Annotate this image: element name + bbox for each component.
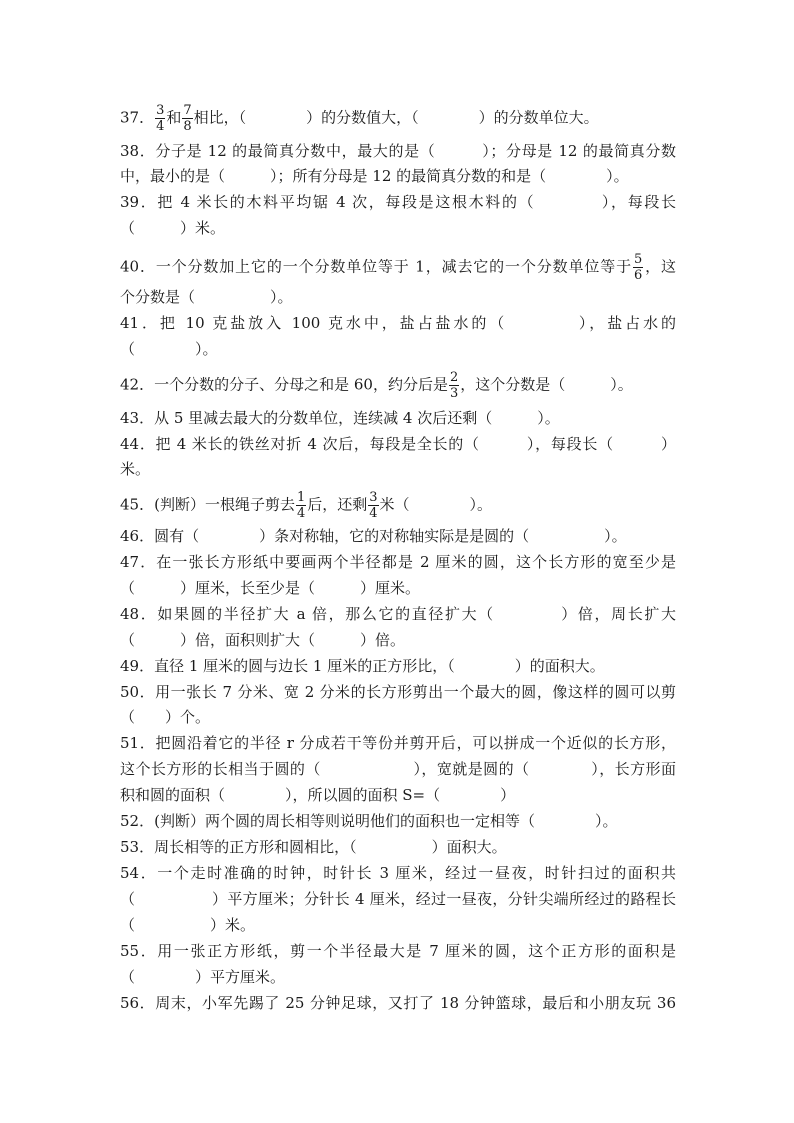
question-text: 47．在一张长方形纸中要画两个半径都是 2 厘米的圆，这个长方形的宽至少是 [120, 553, 676, 571]
question-text: 45．(判断）一根绳子剪去 [120, 495, 295, 514]
question-text: 54．一个走时准确的时钟，时针长 3 厘米，经过一昼夜，时针扫过的面积共 [120, 864, 676, 882]
question-text: ，这个分数是（ ）。 [460, 375, 633, 394]
question-text: 44．把 4 米长的铁丝对折 4 次后，每段是全长的（ ），每段长（ ） [120, 435, 676, 453]
q51b [120, 759, 676, 779]
q48a [120, 604, 676, 624]
question-text: 和 [166, 108, 182, 127]
question-text: 38．分子是 12 的最简真分数中，最大的是（ ）；分母是 12 的最简真分数 [120, 142, 676, 160]
question-text: 50．用一张长 7 分米、宽 2 分米的长方形剪出一个最大的圆，像这样的圆可以剪 [120, 683, 676, 701]
q39a [120, 192, 676, 212]
question-text: 这个长方形的长相当于圆的（ ），宽就是圆的（ ），长方形面 [120, 760, 676, 778]
q40b [120, 287, 293, 307]
question-text: （ ）平方厘米；分针长 4 厘米，经过一昼夜，分针尖端所经过的路程长 [120, 890, 676, 908]
question-text: 后，还剩 [307, 495, 368, 514]
q48b [120, 630, 405, 650]
question-text: （ ）个。 [120, 708, 211, 726]
fraction [449, 371, 459, 400]
q40a [120, 253, 676, 282]
question-text: （ ）厘米，长至少是（ ）厘米。 [120, 579, 421, 597]
question-text: ，这 [644, 257, 676, 276]
question-text: 52．(判断）两个圆的周长相等则说明他们的面积也一定相等（ ）。 [120, 812, 618, 830]
q53 [120, 837, 507, 857]
question-text: 56．周末，小军先踢了 25 分钟足球，又打了 18 分钟篮球，最后和小朋友玩 36 [120, 994, 676, 1012]
q46 [120, 526, 627, 546]
fraction-numerator: 2 [449, 370, 459, 385]
question-text: （ ）。 [120, 340, 218, 358]
question-text: （ ）米。 [120, 916, 256, 934]
q50a [120, 682, 676, 702]
question-text: 个分数是（ ）。 [120, 288, 293, 306]
question-text: 46．圆有（ ）条对称轴，它的对称轴实际是是圆的（ ）。 [120, 527, 627, 545]
question-text: （ ）米。 [120, 219, 226, 237]
q41a [120, 313, 676, 333]
question-text: 42．一个分数的分子、分母之和是 60，约分后是 [120, 375, 448, 394]
q51a [120, 733, 676, 753]
question-text: 48．如果圆的半径扩大 a 倍，那么它的直径扩大（ ）倍，周长扩大 [120, 605, 676, 623]
fraction-denominator: 4 [156, 119, 165, 134]
fraction [182, 104, 192, 133]
q45 [120, 491, 492, 520]
fraction-denominator: 3 [449, 386, 459, 401]
fraction-denominator: 4 [369, 506, 378, 521]
question-text: 51．把圆沿着它的半径 r 分成若干等份并剪开后，可以拼成一个近似的长方形， [120, 734, 676, 752]
fraction-numerator: 5 [633, 252, 643, 267]
question-text: 米（ ）。 [379, 495, 493, 514]
question-text: 40．一个分数加上它的一个分数单位等于 1，减去它的一个分数单位等于 [120, 257, 632, 276]
fraction-denominator: 4 [296, 506, 306, 521]
q54b [120, 889, 676, 909]
q49 [120, 656, 605, 676]
question-text: 相比，（ ）的分数值大，（ ）的分数单位大。 [193, 108, 599, 127]
q38a [120, 141, 676, 161]
question-text: 43．从 5 里减去最大的分数单位，连续减 4 次后还剩（ ）。 [120, 409, 560, 427]
q54c [120, 915, 255, 935]
question-text: 积和圆的面积（ ），所以圆的面积 S=（ ） [120, 786, 516, 804]
q44a [120, 434, 676, 454]
q47a [120, 552, 676, 572]
q41b [120, 339, 218, 359]
q50b [120, 707, 210, 727]
fraction-numerator: 3 [156, 103, 165, 118]
question-text: 53．周长相等的正方形和圆相比，（ ）面积大。 [120, 838, 507, 856]
q55b [120, 967, 285, 987]
question-text: 41．把 10 克盐放入 100 克水中，盐占盐水的（ ），盐占水的 [120, 314, 676, 332]
question-text: 37． [120, 108, 155, 127]
fraction [368, 491, 378, 520]
q56a [120, 993, 676, 1013]
q55a [120, 941, 676, 961]
q44b [120, 459, 150, 479]
fraction-denominator: 6 [633, 268, 643, 283]
q39b [120, 218, 225, 238]
question-text: 55．用一张正方形纸，剪一个半径最大是 7 厘米的圆，这个正方形的面积是 [120, 942, 676, 960]
fraction-denominator: 8 [183, 119, 192, 134]
fraction [296, 491, 306, 520]
q51c [120, 785, 515, 805]
q42 [120, 371, 633, 400]
question-text: 49．直径 1 厘米的圆与边长 1 厘米的正方形比，（ ）的面积大。 [120, 657, 605, 675]
question-text: 米。 [120, 460, 151, 478]
q38b [120, 166, 629, 186]
q37 [120, 104, 599, 133]
fraction [155, 104, 165, 133]
fraction-numerator: 1 [296, 490, 306, 505]
fraction-numerator: 7 [183, 103, 192, 118]
q52 [120, 811, 617, 831]
fraction [633, 253, 643, 282]
question-text: （ ）倍，面积则扩大（ ）倍。 [120, 631, 406, 649]
question-text: （ ）平方厘米。 [120, 968, 286, 986]
question-text: 39．把 4 米长的木料平均锯 4 次，每段是这根木料的（ ），每段长 [120, 193, 676, 211]
question-text: 中，最小的是（ ）；所有分母是 12 的最简真分数的和是（ ）。 [120, 167, 629, 185]
q54a [120, 863, 676, 883]
q43 [120, 408, 560, 428]
q47b [120, 578, 420, 598]
fraction-numerator: 3 [369, 490, 378, 505]
